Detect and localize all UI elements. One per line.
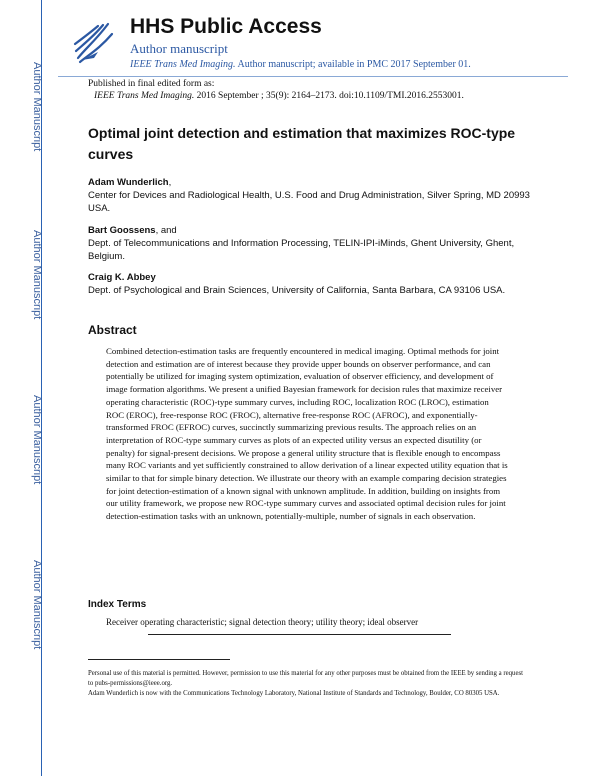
author-affiliation: Dept. of Telecommunications and Information Processing, TELIN-IPI-iMinds, Ghent University, Ghent, Belgium. [88,238,515,262]
header-citation-rest: Author manuscript; available in PMC 2017 September 01. [235,59,471,70]
published-citation [94,91,464,101]
sidebar-label: Author Manuscript [31,230,43,320]
author-block [88,176,548,215]
footnote: Adam Wunderlich is now with the Communications Technology Laboratory, National Institute of Standards and Technology, Boulder, CO 80305 USA. [88,690,500,697]
published-journal: IEEE Trans Med Imaging. [94,91,195,101]
header-citation [130,59,471,70]
header-title: HHS Public Access [130,15,322,38]
author-affiliation: Dept. of Psychological and Brain Sciences, University of California, Santa Barbara, CA 93106 USA. [88,285,506,296]
author-name: Bart Goossens [88,225,156,236]
header-subtitle: Author manuscript [130,41,228,56]
hhs-eagle-logo-icon [72,18,114,64]
header-divider [58,76,568,77]
author-name: Adam Wunderlich [88,177,169,188]
paper-title: Optimal joint detection and estimation that maximizes ROC-type curves [88,125,516,162]
abstract-text: Combined detection-estimation tasks are frequently encountered in medical imaging. Optimal methods for joint detection and estimation are of interest because they provide upper bounds on observer performance, and can potentially be utilized for imaging system optimization, evaluation of observer efficiency, and development of image formation algorithms. We present a unified Bayesian framework for decision rules that maximize receiver operating characteristic (ROC)-type summary curves, including ROC, localization ROC (LROC), estimation ROC (EROC), free-response ROC (FROC), alternative free-response ROC (AFROC), and exponentially-transformed FROC (EFROC) curves, succinctly summarizing previous results. The approach relies on an interpretation of ROC-type summary curves as plots of an expected utility versus an expected disutility (or penalty) for signal-present decisions. We propose a general utility structure that is flexible enough to encompass many ROC variants and yet sufficiently constrained to allow derivation of a linear expected utility equation that is similar to that for simple binary detection. We illustrate our theory with an example comparing decision strategies for joint detection-estimation of a known signal with unknown amplitude. In addition, building on insights from our utility framework, we propose new ROC-type summary curves and associated optimal decision rules for joint detection-estimation tasks with an unknown, potentially-multiple, number of signals in each observation. [106,346,508,522]
section-divider [148,634,451,635]
index-terms-text: Receiver operating characteristic; signal detection theory; utility theory; ideal observer [106,617,419,627]
sidebar-label: Author Manuscript [31,560,43,650]
author-name: Craig K. Abbey [88,272,156,283]
author-block [88,271,548,297]
published-note: Published in final edited form as: [88,79,215,89]
author-suffix: , [168,177,172,188]
author-block [88,224,548,263]
abstract-heading: Abstract [88,323,137,337]
header-citation-journal: IEEE Trans Med Imaging. [130,59,236,70]
author-suffix: , and [155,225,177,236]
footnote: Personal use of this material is permitted. However, permission to use this material for any other purposes must be obtained from the IEEE by sending a request to pubs-permissions@ieee.org. [88,670,524,687]
footnote-divider [88,659,230,660]
published-details: 2016 September ; 35(9): 2164–2173. doi:10.1109/TMI.2016.2553001. [194,91,464,101]
author-affiliation: Center for Devices and Radiological Health, U.S. Food and Drug Administration, Silver Spring, MD 20993 USA. [88,190,530,214]
sidebar-label: Author Manuscript [31,62,43,152]
index-terms-heading: Index Terms [88,599,147,610]
sidebar-label: Author Manuscript [31,395,43,485]
